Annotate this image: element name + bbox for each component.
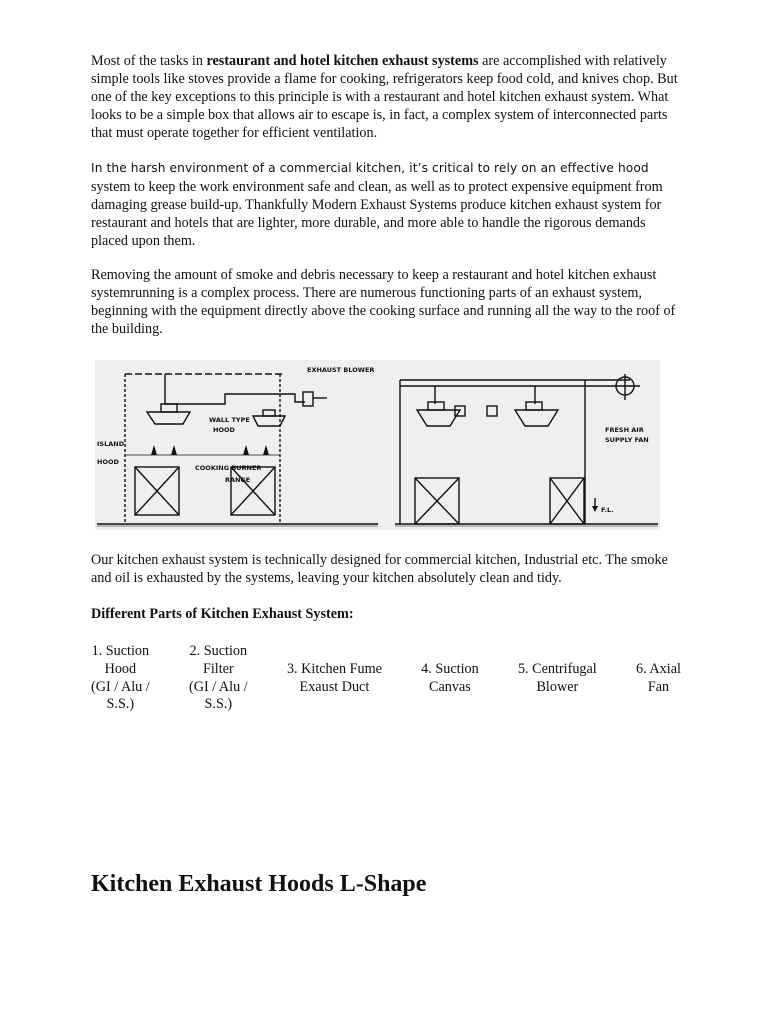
part-line: Blower [536, 678, 579, 695]
part-fume-duct [287, 661, 382, 697]
intro-text-before: Most of the tasks in [91, 53, 207, 69]
label-supply-fan: SUPPLY FAN [605, 436, 649, 444]
harsh-lead-text: In the harsh environment of a commercial kitchen, it’s critical to rely on an effective hood [91, 161, 649, 176]
intro-paragraph [91, 52, 686, 142]
part-line: Fan [647, 678, 670, 695]
exhaust-system-diagram [95, 360, 660, 530]
part-line: (GI / Alu / [188, 678, 248, 695]
part-line: (GI / Alu / [91, 678, 150, 695]
part-centrifugal-blower [518, 661, 597, 697]
part-line: Exaust Duct [299, 678, 370, 695]
harsh-rest-text: system to keep the work environment safe and clean, as well as to protect expensive equipment from damaging grease build-up. Thankfully Modern Exhaust Systems produce kitchen exhaust system for restaurant and hotels that are lighter, more durable, and more able to handle the rigorous demands placed upon them. [91, 178, 663, 249]
label-island: ISLAND [97, 440, 125, 448]
section-title: Kitchen Exhaust Hoods L-Shape [91, 871, 427, 897]
parts-list [91, 643, 681, 714]
part-suction-filter [189, 643, 248, 714]
removing-paragraph: Removing the amount of smoke and debris necessary to keep a restaurant and hotel kitchen exhaust systemrunning is a complex process. There are numerous functioning parts of an exhaust system, beginning with the equipment directly above the cooking surface and running all the way to the roof of the building. [91, 266, 676, 338]
harsh-environment-paragraph [91, 159, 686, 249]
part-line: S.S.) [204, 696, 233, 713]
part-line: 1. Suction [91, 643, 150, 659]
part-line: 6. Axial [636, 660, 681, 677]
label-cooking-burner: COOKING BURNER [195, 464, 262, 472]
part-line: Hood [104, 660, 137, 677]
document-body [91, 52, 686, 354]
part-line: Filter [202, 660, 234, 677]
part-suction-canvas [421, 661, 479, 697]
part-line: Canvas [429, 678, 471, 695]
label-island-hood: HOOD [97, 458, 119, 466]
part-line: S.S.) [106, 696, 135, 713]
label-fl: F.L. [601, 506, 614, 514]
part-line: 2. Suction [189, 643, 248, 659]
intro-text-after: are accomplished with relatively simple tools like stoves provide a flame for cooking, refrigerators keep food cold, and knives chop. But one of the key exceptions to this principle is with a restaurant and hotel kitchen exhaust system. What looks to be a simple box that allows air to escape is, in fact, a complex system of interconnected parts that must operate together for efficient ventilation. [91, 53, 678, 142]
part-line: 5. Centrifugal [517, 660, 597, 677]
label-wall-hood: HOOD [213, 426, 235, 434]
our-system-paragraph: Our kitchen exhaust system is technically designed for commercial kitchen, Industrial etc. The smoke and oil is exhausted by the systems, leaving your kitchen absolutely clean and tidy. [91, 552, 668, 587]
label-fresh-air: FRESH AIR [605, 426, 644, 434]
label-wall-type: WALL TYPE [209, 416, 250, 424]
diagram-drawing [95, 360, 660, 530]
label-exhaust-blower: EXHAUST BLOWER [307, 366, 375, 374]
part-axial-fan [636, 661, 681, 697]
label-range: RANGE [225, 476, 251, 484]
part-line: 3. Kitchen Fume [286, 660, 382, 677]
parts-heading: Different Parts of Kitchen Exhaust System: [91, 606, 354, 622]
part-line: 4. Suction [421, 660, 479, 677]
intro-bold-phrase: restaurant and hotel kitchen exhaust systems [206, 53, 479, 69]
part-suction-hood [91, 643, 150, 714]
